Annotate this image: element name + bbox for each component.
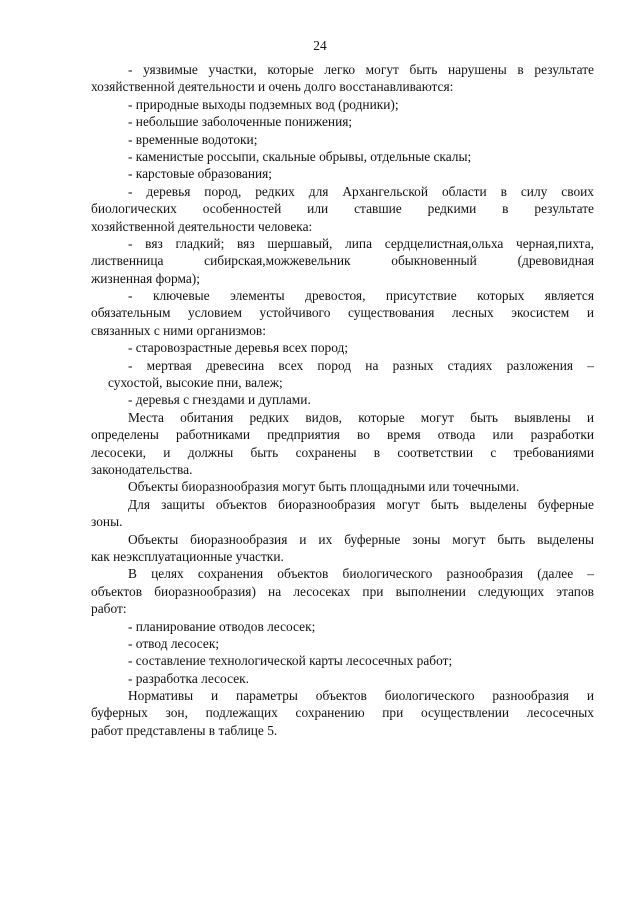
document-body (91, 61, 594, 739)
text-line: - старовозрастные деревья всех пород; (128, 340, 349, 356)
text-line: Места обитания редких видов, которые могут быть выявлены и (128, 409, 594, 425)
text-line: связанных с ними организмов: (91, 322, 266, 338)
text-line: Для защиты объектов биоразнообразия могут быть выделены буферные (128, 496, 594, 512)
text-line: В целях сохранения объектов биологического разнообразия (далее – (128, 566, 594, 582)
text-line: - разработка лесосек. (128, 670, 249, 686)
text-line: работ: (91, 601, 127, 617)
text-line: - временные водотоки; (128, 131, 258, 147)
text-line: - ключевые элементы древостоя, присутствие которых является (128, 288, 594, 304)
text-line: работ представлены в таблице 5. (91, 722, 278, 738)
text-line: буферных зон, подлежащих сохранению при осуществлении лесосечных (91, 705, 594, 721)
text-line: - составление технологической карты лесосечных работ; (128, 653, 453, 669)
text-line: сухостой, высокие пни, валеж; (108, 375, 283, 391)
text-line: - природные выходы подземных вод (родники); (128, 96, 399, 112)
text-line: лиственница сибирская,можжевельник обыкновенный (древовидная (91, 253, 594, 269)
text-line: лесосеки, и должны быть сохранены в соответствии с требованиями (91, 444, 594, 460)
text-line: - деревья пород, редких для Архангельской области в силу своих (128, 183, 594, 199)
text-line: - вяз гладкий; вяз шершавый, липа сердцелистная,ольха черная,пихта, (128, 235, 594, 251)
text-line: - небольшие заболоченные понижения; (128, 114, 353, 130)
text-line: обязательным условием устойчивого существования лесных экосистем и (91, 305, 594, 321)
text-line: жизненная форма); (91, 270, 200, 286)
text-line: определены работниками предприятия во время отвода или разработки (91, 427, 594, 443)
text-line: Объекты биоразнообразия и их буферные зоны могут быть выделены (128, 531, 594, 547)
text-line: законодательства. (91, 461, 193, 477)
text-line: хозяйственной деятельности и очень долго восстанавливаются: (91, 79, 454, 95)
text-line: Нормативы и параметры объектов биологического разнообразия и (128, 688, 594, 704)
text-line: - уязвимые участки, которые легко могут быть нарушены в результате (128, 62, 594, 77)
page-number: 24 (313, 38, 327, 53)
text-line: зоны. (91, 514, 123, 530)
text-line: Объекты биоразнообразия могут быть площадными или точечными. (128, 479, 520, 495)
text-line: - планирование отводов лесосек; (128, 618, 316, 634)
text-line: - отвод лесосек; (128, 635, 220, 651)
text-line: объектов биоразнообразия) на лесосеках при выполнении следующих этапов (91, 583, 594, 599)
text-line: как неэксплуатационные участки. (91, 548, 284, 564)
text-line: - карстовые образования; (128, 166, 273, 182)
text-line: - деревья с гнездами и дуплами. (128, 392, 311, 408)
text-line: - мертвая древесина всех пород на разных стадиях разложения – (128, 357, 594, 373)
text-line: биологических особенностей или ставшие редкими в результате (91, 201, 594, 217)
text-line: хозяйственной деятельности человека: (91, 218, 313, 234)
text-line: - каменистые россыпи, скальные обрывы, отдельные скалы; (128, 148, 472, 164)
